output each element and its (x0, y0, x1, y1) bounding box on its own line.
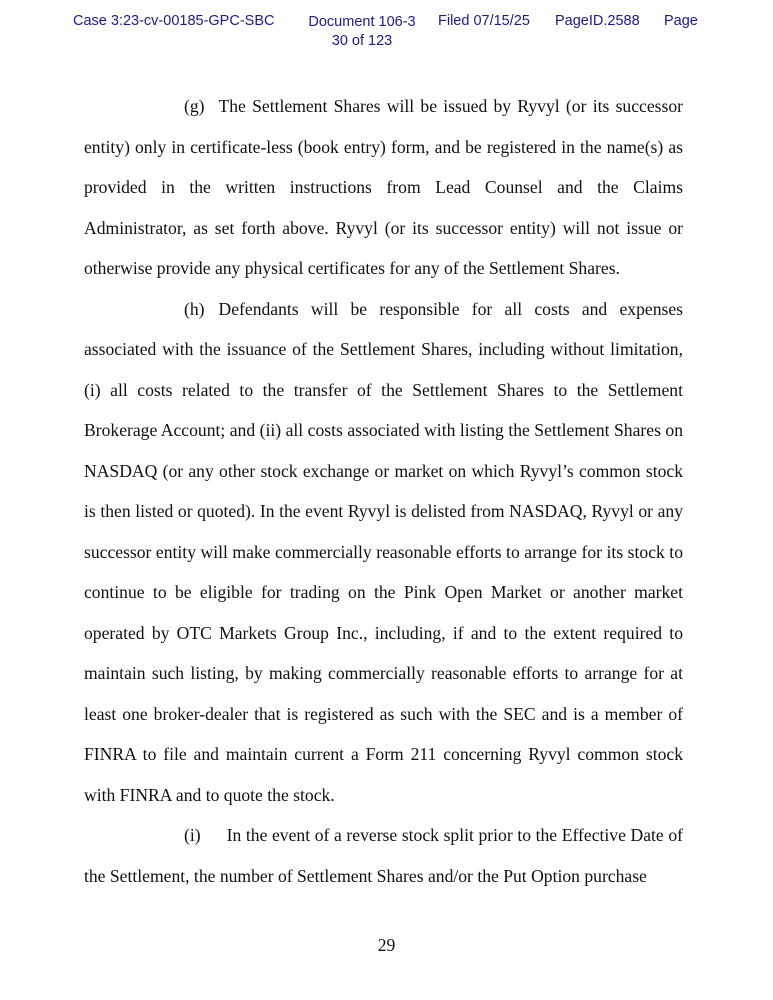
page-id: PageID.2588 (555, 13, 640, 29)
body-text (84, 86, 683, 896)
document-number-line2: 30 of 123 (331, 33, 393, 49)
ecf-header (0, 13, 773, 53)
paragraph-label: (h) (184, 298, 205, 319)
paragraph-label: (i) (184, 825, 201, 845)
paragraph-text: Defendants will be responsible for all costs and expenses associated with the issuance of the Settlement Shares, including without limitation, (i) all costs related to the transfer of the Settlement Shares to the Settlement Brokerage Account; and (ii) all costs associated with listing the Settlement Shares on NASDAQ (or any other stock exchange or market on which Ryvyl’s common stock is then listed or quoted). In the event Ryvyl is delisted from NASDAQ, Ryvyl or any successor entity will make commercially reasonable efforts to arrange for its stock to continue to be eligible for trading on the Pink Open Market or another market operated by OTC Markets Group Inc., including, if and to the extent required to maintain such listing, by making commercially reasonable efforts to arrange for at least one broker-dealer that is registered as such with the SEC and is a member of FINRA to file and maintain current a Form 211 concerning Ryvyl common stock with FINRA and to quote the stock. (84, 298, 683, 805)
paragraph-text: In the event of a reverse stock split prior to the Effective Date of the Settlement, the number of Settlement Shares and/or the Put Option purchase (84, 825, 683, 886)
document-number (302, 13, 422, 51)
page-number: 29 (377, 935, 396, 955)
paragraph-g (84, 86, 683, 289)
paragraph-h (84, 289, 683, 816)
paragraph-label: (g) (184, 96, 205, 116)
filed-date: Filed 07/15/25 (438, 13, 530, 29)
document-number-line1: Document 106-3 (308, 14, 416, 30)
paragraph-text: The Settlement Shares will be issued by Ryvyl (or its successor entity) only in certificate-less (book entry) form, and be registered in the name(s) as provided in the written instructions from Lead Counsel and the Claims Administrator, as set forth above. Ryvyl (or its successor entity) will not issue or otherwise provide any physical certificates for any of the Settlement Shares. (84, 96, 683, 278)
page-label: Page (664, 13, 698, 29)
case-number: Case 3:23-cv-00185-GPC-SBC (73, 13, 275, 29)
paragraph-i (84, 815, 683, 896)
